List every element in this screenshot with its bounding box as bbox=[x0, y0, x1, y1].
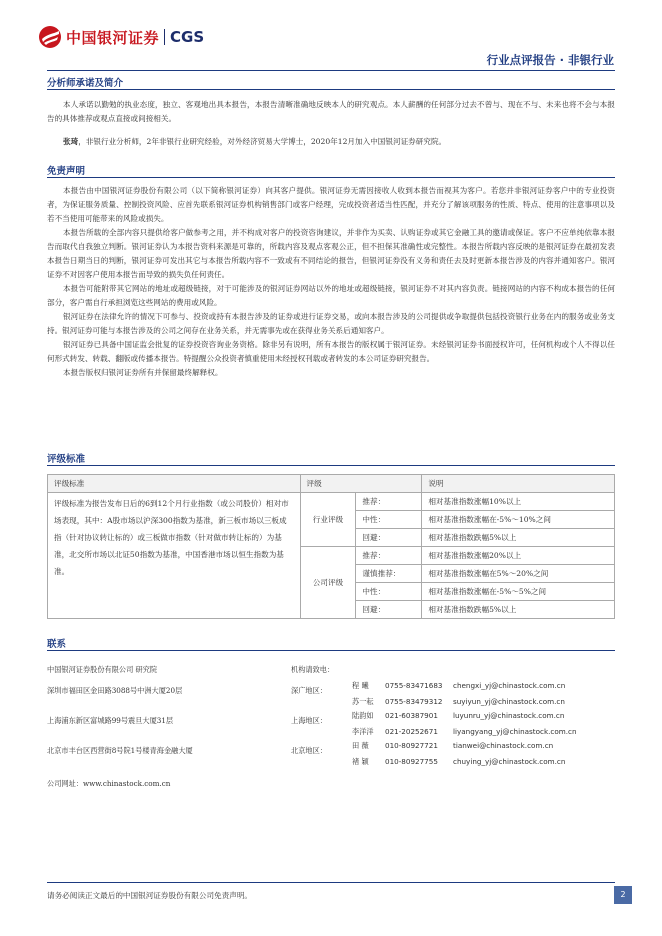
rating-grade: 推荐： bbox=[356, 547, 422, 565]
analyst-divider bbox=[47, 89, 615, 90]
analyst-commitment: 本人承诺以勤勉的执业态度，独立、客观地出具本报告，本报告清晰准确地反映本人的研究观点。本人薪酬的任何部分过去不曾与、现在不与、未来也将不会与本报告的具体推荐或观点直接或间接相关。 bbox=[47, 100, 615, 123]
rating-explain: 相对基准指数涨幅在-5%～10%之间 bbox=[422, 511, 615, 529]
footer-notice: 请务必阅读正文最后的中国银河证券股份有限公司免责声明。 bbox=[47, 891, 253, 900]
rating-explain: 相对基准指数涨幅10%以上 bbox=[422, 493, 615, 511]
disclaimer-paragraph: 本报告所载的全部内容只提供给客户做参考之用，并不构成对客户的投资咨询建议，并非作为买卖、认购证券或其它金融工具的邀请或保证。客户不应单纯依靠本报告而取代自我独立判断。银河证券认为本报告资料来源是可靠的，所载内容及观点客观公正，但不担保其准确性或完整性。本报告所载内容反映的是银河证券在最初发表本报告日期当日的判断，银河证券可发出其它与本报告所载内容不一致或有不同结论的报告，但银河证券没有义务和责任去及时更新本报告涉及的内容并通知客户。银河证券不对因客户使用本报告而导致的损失负任何责任。 bbox=[47, 228, 615, 279]
disclaimer-paragraph: 本报告由中国银河证券股份有限公司（以下简称银河证券）向其客户提供。银河证券无需因接收人收到本报告而视其为客户。若您并非银河证券客户中的专业投资者，为保证服务质量、控制投资风险、应首先联系银河证券机构销售部门或客户经理，完成投资者适当性匹配，并充分了解该项服务的性质、特点、使用的注意事项以及若不当使用可能带来的风险或损失。 bbox=[47, 186, 615, 223]
rating-grade: 推荐： bbox=[356, 493, 422, 511]
analyst-name: 张琦 bbox=[63, 137, 79, 146]
rating-grade: 回避： bbox=[356, 529, 422, 547]
footer-divider bbox=[47, 882, 615, 883]
rating-grade: 谨慎推荐： bbox=[356, 565, 422, 583]
disclaimer-paragraph: 银河证券已具备中国证监会批复的证券投资咨询业务资格。除非另有说明，所有本报告的版权属于银河证券。未经银河证券书面授权许可，任何机构或个人不得以任何形式转发、转载、翻版或传播本报告。特提醒公众投资者慎重使用未经授权刊载或者转发的本公司证券研究报告。 bbox=[47, 340, 615, 363]
analyst-bio-text: ，非银行业分析师，2年非银行业研究经验，对外经济贸易大学博士，2020年12月加入中国银河证券研究院。 bbox=[78, 137, 447, 146]
brand-name-cn: 中国银河证券 bbox=[66, 28, 160, 47]
contact-email[interactable]: chengxi_yj@chinastock.com.cn bbox=[453, 681, 566, 690]
rating-category: 公司评级 bbox=[300, 547, 356, 619]
disclaimer-paragraph: 银河证券在法律允许的情况下可参与、投资或持有本报告涉及的证券或进行证券交易，或向本报告涉及的公司提供或争取提供包括投资银行业务在内的服务或业务支持。银河证券可能与本报告涉及的公司之间存在业务关系，并无需事先或在获得业务关系后通知客户。 bbox=[47, 312, 615, 335]
contact-name: 程 曦 bbox=[352, 681, 369, 690]
rating-table bbox=[47, 474, 615, 619]
contact-phone: 010-80927721 bbox=[385, 741, 438, 750]
office-address: 上海浦东新区富城路99号震旦大厦31层 bbox=[47, 716, 174, 725]
rating-explain: 相对基准指数跌幅5%以上 bbox=[422, 529, 615, 547]
contact-name: 陆韵如 bbox=[352, 711, 374, 720]
logo-emblem-icon bbox=[38, 25, 62, 49]
header-divider bbox=[47, 70, 615, 71]
company-website[interactable]: 公司网址：www.chinastock.com.cn bbox=[47, 779, 171, 788]
analyst-bio bbox=[47, 135, 615, 149]
disclaimer-paragraph: 本报告版权归银河证券所有并保留最终解释权。 bbox=[63, 368, 223, 377]
contact-name: 李洋洋 bbox=[352, 727, 374, 736]
contact-email[interactable]: liyangyang_yj@chinastock.com.cn bbox=[453, 727, 577, 736]
contact-email[interactable]: chuying_yj@chinastock.com.cn bbox=[453, 757, 566, 766]
brand-separator bbox=[164, 29, 165, 45]
brand-name-en: CGS bbox=[170, 28, 205, 46]
contact-name: 田 薇 bbox=[352, 741, 369, 750]
rating-explain: 相对基准指数涨幅20%以上 bbox=[422, 547, 615, 565]
region-label: 上海地区： bbox=[291, 716, 327, 725]
rating-category: 行业评级 bbox=[300, 493, 356, 547]
rating-col-header: 评级标准 bbox=[48, 475, 301, 493]
rating-col-header: 评级 bbox=[300, 475, 422, 493]
rating-explain: 相对基准指数涨幅在-5%～5%之间 bbox=[422, 583, 615, 601]
table-row bbox=[48, 493, 615, 511]
disclaimer-section bbox=[47, 184, 615, 380]
rating-explain: 相对基准指数跌幅5%以上 bbox=[422, 601, 615, 619]
contact-phone: 021-20252671 bbox=[385, 727, 438, 736]
report-type: 行业点评报告 · 非银行业 bbox=[486, 53, 614, 67]
contact-phone: 0755-83471683 bbox=[385, 681, 443, 690]
disclaimer-heading: 免责声明 bbox=[47, 166, 86, 177]
rating-grade: 中性： bbox=[356, 511, 422, 529]
rating-description: 评级标准为报告发布日后的6到12个月行业指数（或公司股价）相对市场表现，其中：A股市场以沪深300指数为基准，新三板市场以三板成指（针对协议转让标的）或三板做市指数（针对做市转让标的）为基准，北交所市场以北证50指数为基准，中国香港市场以恒生指数为基准。 bbox=[48, 493, 301, 619]
contact-phone: 010-80927755 bbox=[385, 757, 438, 766]
contact-name: 苏一耘 bbox=[352, 697, 374, 706]
rating-grade: 中性： bbox=[356, 583, 422, 601]
rating-explain: 相对基准指数涨幅在5%～20%之间 bbox=[422, 565, 615, 583]
office-address: 北京市丰台区西营街8号院1号楼青海金融大厦 bbox=[47, 746, 193, 755]
analyst-section bbox=[47, 98, 615, 149]
contact-email[interactable]: tianwei@chinastock.com.cn bbox=[453, 741, 554, 750]
rating-col-header: 说明 bbox=[422, 475, 615, 493]
sales-title: 机构请致电： bbox=[291, 665, 335, 674]
page-number: 2 bbox=[614, 886, 632, 904]
analyst-heading: 分析师承诺及简介 bbox=[47, 78, 124, 89]
company-logo bbox=[38, 24, 204, 50]
contact-phone: 0755-83479312 bbox=[385, 697, 443, 706]
contact-heading: 联系 bbox=[47, 639, 67, 650]
rating-grade: 回避： bbox=[356, 601, 422, 619]
contact-company: 中国银河证券股份有限公司 研究院 bbox=[47, 665, 158, 674]
office-address: 深圳市福田区金田路3088号中洲大厦20层 bbox=[47, 686, 183, 695]
contact-email[interactable]: suyiyun_yj@chinastock.com.cn bbox=[453, 697, 565, 706]
rating-header-row bbox=[48, 475, 615, 493]
contact-email[interactable]: luyunru_yj@chinastock.com.cn bbox=[453, 711, 565, 720]
region-label: 北京地区： bbox=[291, 746, 327, 755]
rating-heading: 评级标准 bbox=[47, 454, 86, 465]
contact-divider bbox=[47, 650, 615, 651]
disclaimer-divider bbox=[47, 177, 615, 178]
region-label: 深广地区： bbox=[291, 686, 327, 695]
rating-divider bbox=[47, 465, 615, 466]
contact-name: 褚 颖 bbox=[352, 757, 369, 766]
contact-phone: 021-60387901 bbox=[385, 711, 438, 720]
disclaimer-paragraph: 本报告可能附带其它网站的地址或超级链接，对于可能涉及的银河证券网站以外的地址或超级链接，银河证券不对其内容负责。链接网站的内容不构成本报告的任何部分，客户需自行承担浏览这些网站的费用或风险。 bbox=[47, 284, 615, 307]
